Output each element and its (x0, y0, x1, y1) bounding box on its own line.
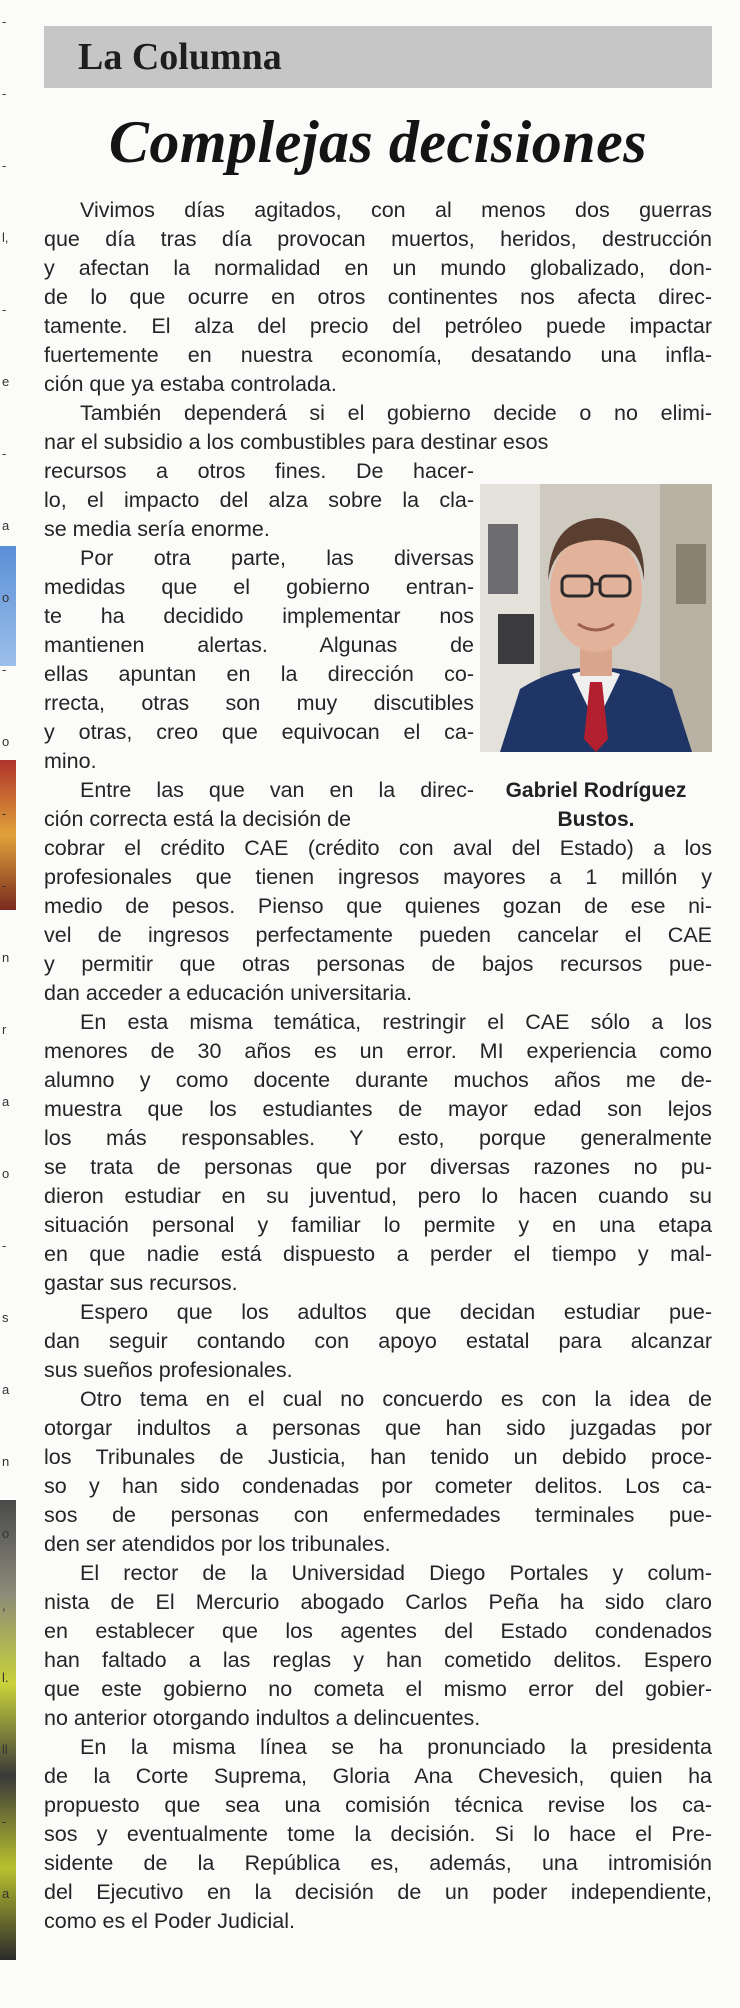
paragraph-line: en que nadie está dispuesto a perder el tiempo y mal- (44, 1242, 712, 1266)
article-paragraph (44, 1733, 712, 1936)
article-paragraph (44, 776, 474, 834)
adjacent-text-fragment: - (2, 662, 7, 677)
adjacent-text-fragment: - (2, 158, 7, 173)
paragraph-line: sos de personas con enfermedades terminales pue- (44, 1503, 712, 1527)
paragraph-line: Vivimos días agitados, con al menos dos guerras (80, 198, 712, 222)
adjacent-text-fragment: a (2, 1094, 10, 1109)
article-paragraph (44, 544, 474, 776)
adjacent-text-fragment: - (2, 1238, 7, 1253)
adjacent-text-fragment: n (2, 1454, 10, 1469)
paragraph-line: El rector de la Universidad Diego Portales y colum- (80, 1561, 712, 1585)
paragraph-line: y otras, creo que equivocan el ca- (44, 720, 474, 744)
paragraph-line: gastar sus recursos. (44, 1271, 238, 1295)
paragraph-line: nar el subsidio a los combustibles para destinar esos (44, 430, 549, 454)
adjacent-text-fragment: a (2, 1382, 10, 1397)
paragraph-line: de la Corte Suprema, Gloria Ana Chevesich, quien ha (44, 1764, 712, 1788)
paragraph-line: profesionales que tienen ingresos mayores a 1 millón y (44, 865, 712, 889)
article-paragraph (44, 457, 474, 544)
paragraph-line: otorgar indultos a personas que han sido juzgadas por (44, 1416, 712, 1440)
paragraph-line: como es el Poder Judicial. (44, 1909, 295, 1933)
paragraph-line: que día tras día provocan muertos, heridos, destrucción (44, 227, 712, 251)
paragraph-line: so y han sido condenadas por cometer delitos. Los ca- (44, 1474, 712, 1498)
paragraph-line: rrecta, otras son muy discutibles (44, 691, 474, 715)
article-paragraph (44, 1298, 712, 1385)
adjacent-text-fragment: r (2, 1022, 7, 1037)
paragraph-line: Por otra parte, las diversas (80, 546, 474, 570)
paragraph-line: tamente. El alza del precio del petróleo puede impactar (44, 314, 712, 338)
paragraph-line: recursos a otros fines. De hacer- (44, 459, 474, 483)
paragraph-line: sus sueños profesionales. (44, 1358, 293, 1382)
article-paragraph (44, 1559, 712, 1733)
adjacent-text-fragment: o (2, 1166, 10, 1181)
paragraph-line: muestra que los estudiantes de mayor edad son lejos (44, 1097, 712, 1121)
paragraph-line: ellas apuntan en la dirección co- (44, 662, 474, 686)
paragraph-line: menores de 30 años es un error. MI experiencia como (44, 1039, 712, 1063)
caption-line: Gabriel Rodríguez (505, 779, 687, 802)
paragraph-line: En la misma línea se ha pronunciado la presidenta (80, 1735, 712, 1759)
paragraph-line: medidas que el gobierno entran- (44, 575, 474, 599)
section-label: La Columna (78, 36, 282, 78)
paragraph-line: los más responsables. Y esto, porque generalmente (44, 1126, 712, 1150)
paragraph-line: en establecer que los agentes del Estado condenados (44, 1619, 712, 1643)
paragraph-line: den ser atendidos por los tribunales. (44, 1532, 391, 1556)
caption-line: Bustos. (557, 808, 635, 831)
paragraph-line: ción que ya estaba controlada. (44, 372, 337, 396)
paragraph-line: lo, el impacto del alza sobre la cla- (44, 488, 474, 512)
paragraph-line: vel de ingresos perfectamente pueden cancelar el CAE (44, 923, 712, 947)
paragraph-line: dan acceder a educación universitaria. (44, 981, 413, 1005)
adjacent-text-fragment: o (2, 1526, 10, 1541)
paragraph-line: cobrar el crédito CAE (crédito con aval del Estado) a los (44, 836, 712, 860)
paragraph-line: nista de El Mercurio abogado Carlos Peña ha sido claro (44, 1590, 712, 1614)
adjacent-text-fragment: - (2, 1814, 7, 1829)
paragraph-line: En esta misma temática, restringir el CAE sólo a los (80, 1010, 712, 1034)
paragraph-line: se trata de personas que por diversas razones no pu- (44, 1155, 712, 1179)
paragraph-line: dieron estudiar en su juventud, pero lo hacen cuando su (44, 1184, 712, 1208)
adjacent-column-fragments (0, 0, 16, 2008)
article-paragraph (44, 834, 712, 1008)
adjacent-text-fragment: - (2, 14, 7, 29)
paragraph-line: de lo que ocurre en otros continentes nos afecta direc- (44, 285, 712, 309)
article-paragraph (44, 399, 712, 457)
adjacent-text-fragment: - (2, 878, 7, 893)
adjacent-text-fragment: s (2, 1310, 9, 1325)
paragraph-line: y permitir que otras personas de bajos recursos pue- (44, 952, 712, 976)
paragraph-line: También dependerá si el gobierno decide o no elimi- (80, 401, 712, 425)
adjacent-text-fragment: - (2, 446, 7, 461)
adjacent-text-fragment: e (2, 374, 10, 389)
article-paragraph (44, 196, 712, 399)
article-headline: Complejas decisiones (108, 109, 648, 175)
photo-caption (470, 776, 722, 834)
adjacent-text-fragment: l, (2, 230, 9, 245)
paragraph-line: Espero que los adultos que decidan estudiar pue- (80, 1300, 712, 1324)
paragraph-line: Entre las que van en la direc- (80, 778, 474, 802)
adjacent-text-fragment: l. (2, 1670, 9, 1685)
author-photo (480, 484, 712, 752)
paragraph-line: y afectan la normalidad en un mundo globalizado, don- (44, 256, 712, 280)
paragraph-line: Otro tema en el cual no concuerdo es con la idea de (80, 1387, 712, 1411)
adjacent-text-fragment: ll (2, 1742, 8, 1757)
adjacent-photo-fragment (0, 546, 16, 666)
adjacent-text-fragment: o (2, 734, 10, 749)
paragraph-line: sidente de la República es, además, una intromisión (44, 1851, 712, 1875)
paragraph-line: dan seguir contando con apoyo estatal para alcanzar (44, 1329, 712, 1353)
paragraph-line: sos y eventualmente tome la decisión. Si lo hace el Pre- (44, 1822, 712, 1846)
paragraph-line: del Ejecutivo en la decisión de un poder independiente, (44, 1880, 712, 1904)
paragraph-line: se media sería enorme. (44, 517, 270, 541)
paragraph-line: han faltado a las reglas y han cometido delitos. Espero (44, 1648, 712, 1672)
paragraph-line: alumno y como docente durante muchos años me de- (44, 1068, 712, 1092)
paragraph-line: no anterior otorgando indultos a delincuentes. (44, 1706, 481, 1730)
article-paragraph (44, 1385, 712, 1559)
paragraph-line: situación personal y familiar lo permite y en una etapa (44, 1213, 712, 1237)
adjacent-text-fragment: - (2, 806, 7, 821)
author-portrait-image (480, 484, 712, 752)
adjacent-text-fragment: - (2, 302, 7, 317)
paragraph-line: mantienen alertas. Algunas de (44, 633, 474, 657)
adjacent-text-fragment: o (2, 590, 10, 605)
adjacent-text-fragment: a (2, 1886, 10, 1901)
paragraph-line: propuesto que sea una comisión técnica revise los ca- (44, 1793, 712, 1817)
paragraph-line: fuertemente en nuestra economía, desatando una infla- (44, 343, 712, 367)
adjacent-text-fragment: , (2, 1598, 6, 1613)
paragraph-line: te ha decidido implementar nos (44, 604, 474, 628)
adjacent-text-fragment: n (2, 950, 10, 965)
adjacent-text-fragment: a (2, 518, 10, 533)
paragraph-line: medio de pesos. Pienso que quienes gozan de ese ni- (44, 894, 712, 918)
article-paragraph (44, 1008, 712, 1298)
section-header-bar (44, 26, 712, 88)
paragraph-line: que este gobierno no cometa el mismo error del gobier- (44, 1677, 712, 1701)
paragraph-line: mino. (44, 749, 97, 773)
paragraph-line: ción correcta está la decisión de (44, 807, 352, 831)
paragraph-line: los Tribunales de Justicia, han tenido un debido proce- (44, 1445, 712, 1469)
adjacent-text-fragment: - (2, 86, 7, 101)
